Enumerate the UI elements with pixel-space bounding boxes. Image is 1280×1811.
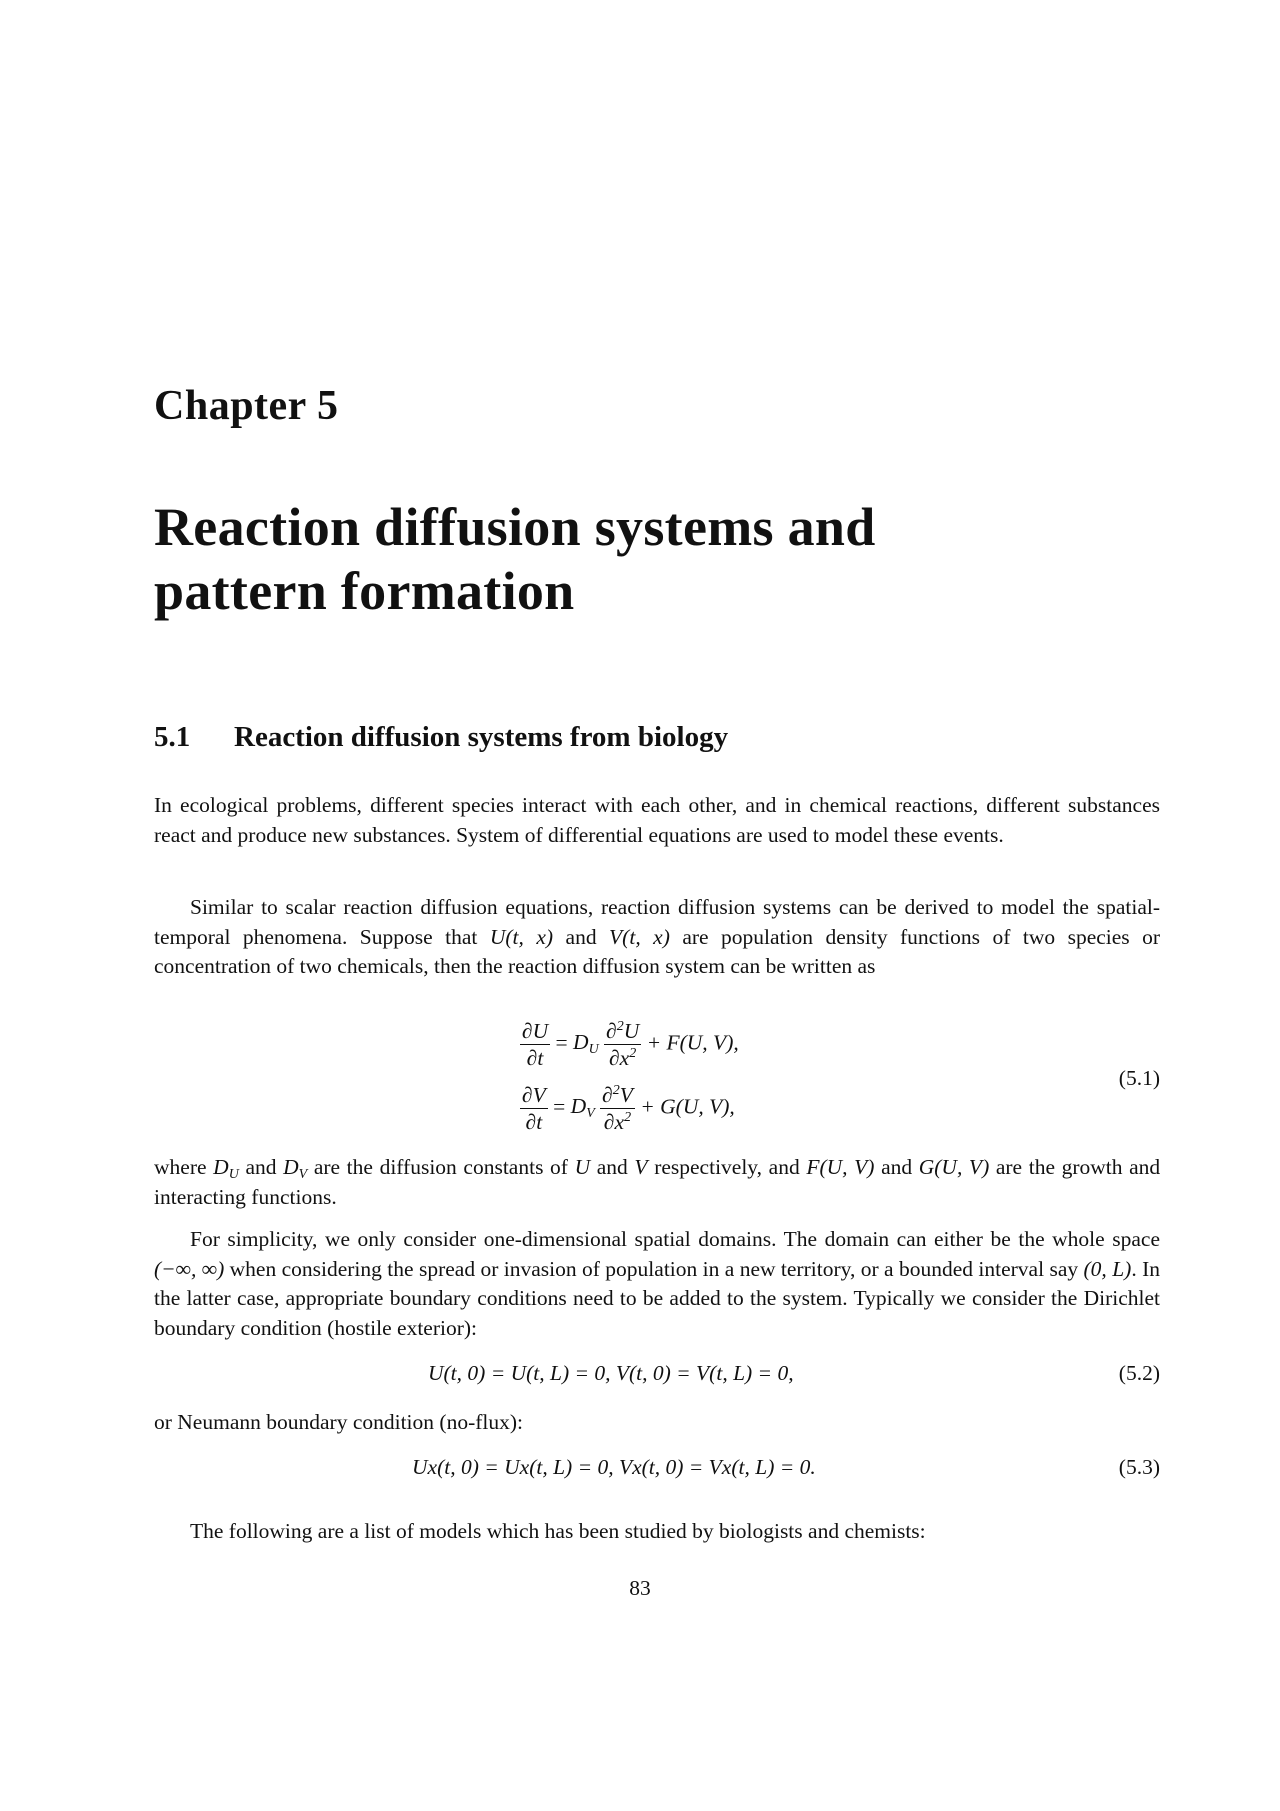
equation-5-3 (154, 1455, 1160, 1485)
equation-5-1 (154, 1018, 1160, 1146)
equation-5-2 (154, 1361, 1160, 1391)
equation-5-1-line-2: $\frac{\partial V}{\partial t}$ = $D_V$ $\frac{\partial^2V}{\partial x^2}$ + G(U, V), (522, 1083, 735, 1134)
section-heading (154, 721, 728, 754)
chapter-title (154, 495, 1154, 623)
paragraph-6: The following are a list of models which has been studied by biologists and chemists: (190, 1519, 926, 1543)
paragraph-3: where $D_U$ and $D_V$ are the diffusion constants of U and V respectively, and F(U, V) and G(U, V) are the growth and interacting functions. (154, 1155, 1161, 1209)
paragraph-5: or Neumann boundary condition (no-flux): (154, 1410, 523, 1434)
equation-number-5-1: (5.1) (1118, 1066, 1160, 1090)
equation-number-5-3: (5.3) (1118, 1455, 1160, 1479)
chapter-title-line-1: Reaction diffusion systems and (154, 497, 876, 557)
paragraph-1: In ecological problems, different species interact with each other, and in chemical reactions, different substances react and produce new substances. System of differential equations are used to model these events. (154, 793, 1160, 847)
chapter-label: Chapter 5 (154, 383, 339, 429)
paragraph-2: Similar to scalar reaction diffusion equations, reaction diffusion systems can be derived to model the spatial-temporal phenomena. Suppose that U(t, x) and V(t, x) are population density functions of two species or concentration of two chemicals, then the reaction diffusion system can be written as (154, 895, 1161, 978)
equation-5-1-line-1: $\frac{\partial U}{\partial t}$ = $D_U$ $\frac{\partial^2U}{\partial x^2}$ + F(U, V), (522, 1019, 739, 1070)
page-number: 83 (629, 1576, 651, 1600)
equation-5-2-body: U(t, 0) = U(t, L) = 0, V(t, 0) = V(t, L) = 0, (428, 1361, 794, 1385)
equation-5-3-body: Ux(t, 0) = Ux(t, L) = 0, Vx(t, 0) = Vx(t, L) = 0. (412, 1455, 816, 1479)
equation-number-5-2: (5.2) (1118, 1361, 1160, 1385)
paragraph-4: For simplicity, we only consider one-dimensional spatial domains. The domain can either be the whole space (−∞, ∞) when considering the spread or invasion of population in a new territory, or a bounded interval say (0, L). In the latter case, appropriate boundary conditions need to be added to the system. Typically we consider the Dirichlet boundary condition (hostile exterior): (154, 1227, 1160, 1340)
section-number: 5.1 (154, 721, 191, 753)
chapter-title-line-2: pattern formation (154, 561, 575, 621)
section-title: Reaction diffusion systems from biology (234, 721, 729, 753)
